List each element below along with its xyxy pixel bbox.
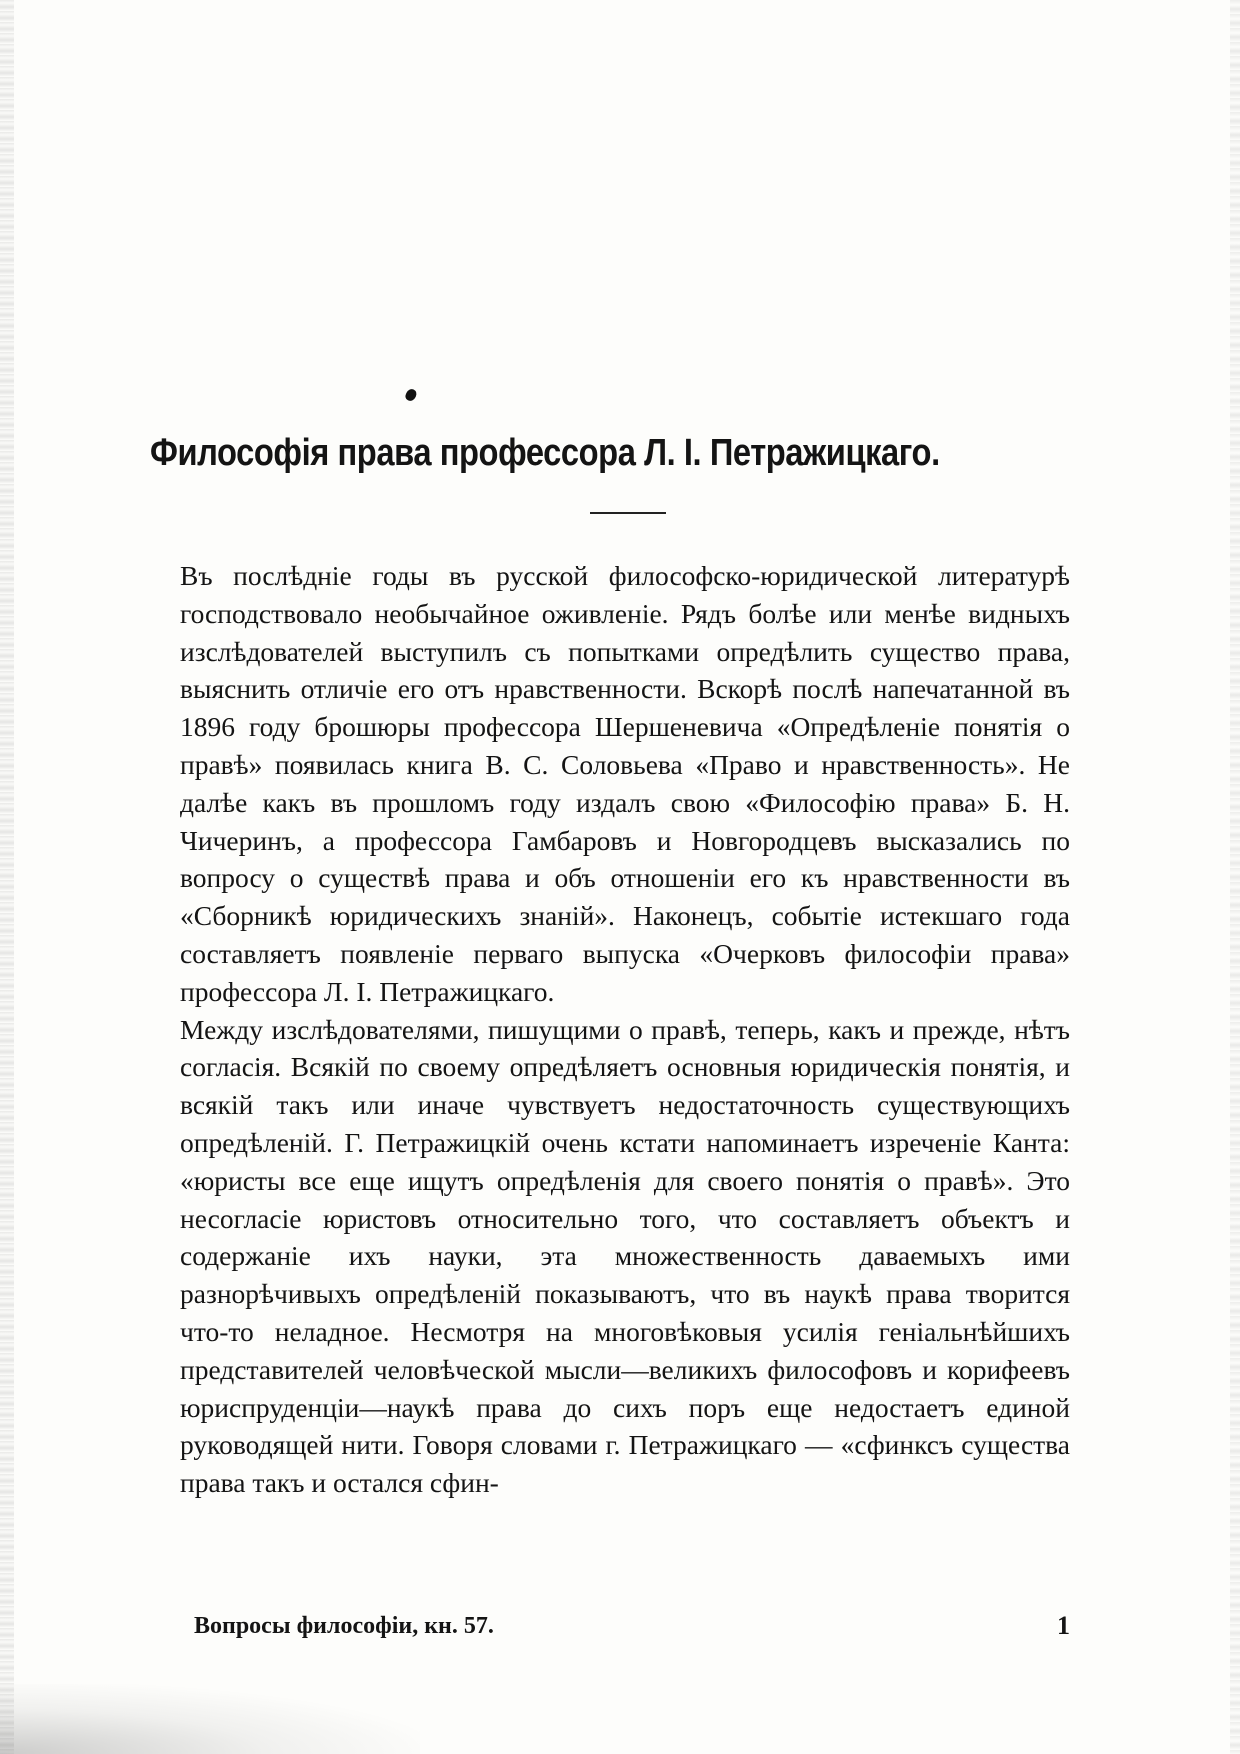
ink-spot <box>404 387 418 402</box>
article-title: Философія права профессора Л. І. Петражицкаго. <box>150 432 940 474</box>
journal-reference: Вопросы философіи, кн. 57. <box>194 1613 494 1639</box>
scan-edge-right <box>1230 0 1240 1754</box>
page-footer <box>180 1606 1070 1646</box>
scan-smudge-bottom <box>0 1684 420 1754</box>
paragraph: Въ послѣдніе годы въ русской философско-юридической литературѣ господствовало необычайное оживленіе. Рядъ болѣе или менѣе видныхъ изслѣдователей выступилъ съ попытками опредѣлить существо права, выяснить отличіе его отъ нравственности. Вскорѣ послѣ напечатанной въ 1896 году брошюры профессора Шершеневича «Опредѣленіе понятія о правѣ» появилась книга В. С. Соловьева «Право и нравственность». Не далѣе какъ въ прошломъ году издалъ свою «Философію права» Б. Н. Чичеринъ, а профессора Гамбаровъ и Новгородцевъ высказались по вопросу о существѣ права и объ отношеніи его къ нравственности въ «Сборникѣ юридическихъ знаній». Наконецъ, событіе истекшаго года составляетъ появленіе перваго выпуска «Очерковъ философіи права» профессора Л. І. Петражицкаго. <box>180 560 1070 1007</box>
page-number: 1 <box>1057 1611 1070 1640</box>
scan-edge-left <box>0 0 14 1754</box>
article-body <box>180 557 1070 1502</box>
title-divider <box>590 512 666 514</box>
paragraph: Между изслѣдователями, пишущими о правѣ, теперь, какъ и прежде, нѣтъ согласія. Всякій по своему опредѣляетъ основныя юридическія понятія, и всякій такъ или иначе чувствуетъ недостаточность существующихъ опредѣленій. Г. Петражицкій очень кстати напоминаетъ изреченіе Канта: «юристы все еще ищутъ опредѣленія для своего понятія о правѣ». Это несогласіе юристовъ относительно того, что составляетъ объектъ и содержаніе ихъ науки, эта множественность даваемыхъ ими разнорѣчивыхъ опредѣленій показываютъ, что въ наукѣ права творится что-то неладное. Несмотря на многовѣковыя усилія геніальнѣйшихъ представителей человѣческой мысли—великихъ философовъ и корифеевъ юриспруденціи—наукѣ права до сихъ поръ еще недостаетъ единой руководящей нити. Говоря словами г. Петражицкаго — «сфинксъ существа права такъ и остался сфин- <box>180 1013 1070 1499</box>
